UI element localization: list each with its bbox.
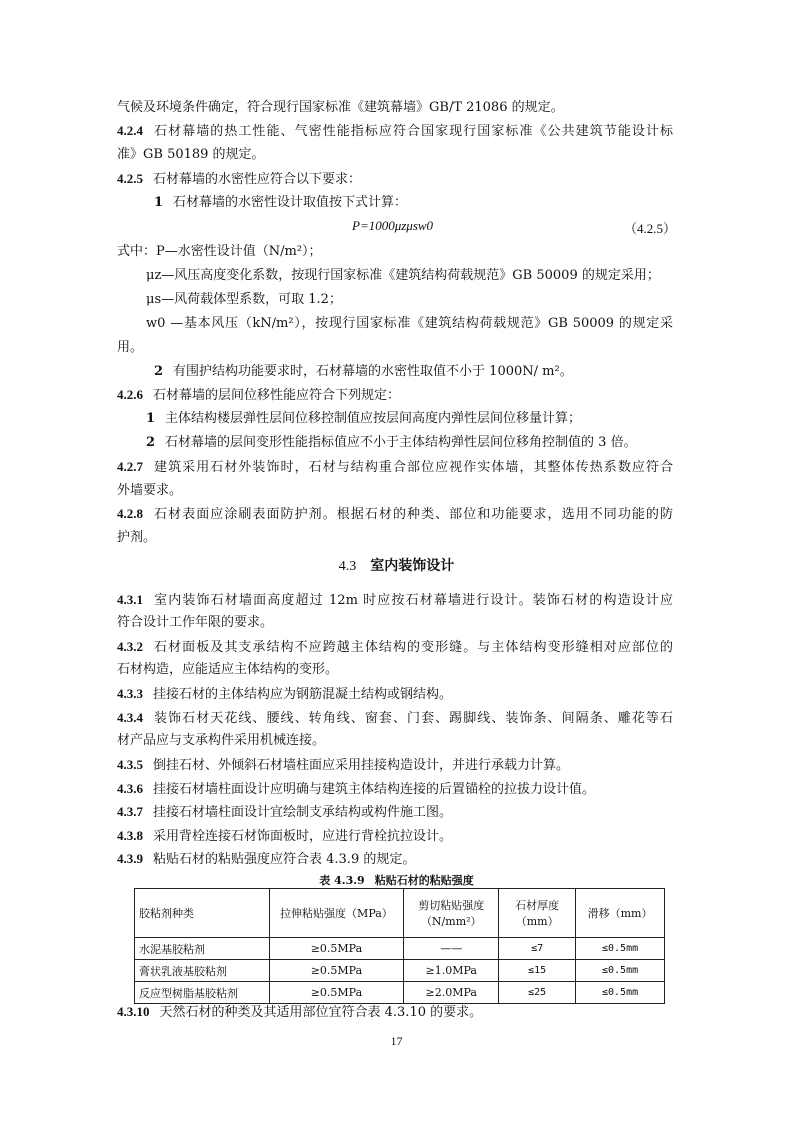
clause-4-3-3 bbox=[117, 684, 452, 705]
clause-number: 4.3.5 bbox=[117, 757, 143, 772]
item-number: 2 bbox=[146, 435, 156, 450]
clause-number: 4.3.7 bbox=[117, 804, 143, 819]
clause-text: 天然石材的种类及其适用部位宜符合表 4.3.10 的要求。 bbox=[159, 1005, 483, 1020]
clause-4-3-1 bbox=[117, 590, 673, 611]
text-line: 石材构造，应能适应主体结构的变形。 bbox=[117, 662, 339, 677]
clause-text: 挂接石材墙柱面设计应明确与建筑主体结构连接的后置锚栓的拉拔力设计值。 bbox=[153, 782, 596, 797]
clause-number: 4.2.4 bbox=[117, 123, 143, 138]
section-title: 室内装饰设计 bbox=[370, 558, 455, 574]
formula: P=1000μzμsw0 bbox=[352, 218, 434, 233]
item-text: 有围护结构功能要求时，石材幕墙的水密性取值不小于 1000N/ m²。 bbox=[173, 364, 573, 379]
item-1 bbox=[154, 193, 407, 213]
clause-text: 倒挂石材、外倾斜石材墙柱面应采用挂接构造设计，并进行承载力计算。 bbox=[153, 758, 570, 773]
clause-number: 4.3.8 bbox=[117, 828, 143, 843]
clause-text: 石材幕墙的层间位移性能应符合下列规定： bbox=[153, 388, 401, 403]
text-line: 材产品应与支承构件采用机械连接。 bbox=[117, 733, 326, 748]
clause-4-3-4 bbox=[117, 708, 673, 729]
table-cell: ≥2.0MPa bbox=[404, 982, 499, 1004]
table-number: 表 4.3.9 bbox=[319, 874, 365, 887]
text-line: 用。 bbox=[117, 340, 144, 355]
clause-4-3-10 bbox=[117, 1002, 482, 1023]
item-number: 1 bbox=[146, 411, 156, 426]
clause-text: 石材表面应涂刷表面防护剂。根据石材的种类、部位和功能要求，选用不同功能的防 bbox=[153, 507, 673, 522]
table-cell: ≥0.5MPa bbox=[269, 960, 404, 982]
formula-number: （4.2.5） bbox=[623, 221, 676, 236]
clause-text: 石材幕墙的水密性应符合以下要求： bbox=[153, 172, 362, 187]
item-number: 2 bbox=[154, 364, 164, 379]
clause-4-2-7 bbox=[117, 457, 673, 478]
item-text: 石材幕墙的层间变形性能指标值应不小于主体结构弹性层间位移角控制值的 3 倍。 bbox=[165, 435, 637, 450]
clause-text: 石材面板及其支承结构不应跨越主体结构的变形缝。与主体结构变形缝相对应部位的 bbox=[153, 640, 673, 655]
clause-4-2-5 bbox=[117, 169, 361, 190]
table-cell: ≤0.5mm bbox=[576, 960, 665, 982]
column-header: 剪切粘贴强度（N/mm²） bbox=[404, 889, 499, 938]
text-line: 准》GB 50189 的规定。 bbox=[117, 147, 265, 162]
clause-text: 采用背栓连接石材饰面板时，应进行背栓抗拉设计。 bbox=[153, 829, 453, 844]
clause-number: 4.3.3 bbox=[117, 686, 143, 701]
column-header: 胶粘剂种类 bbox=[135, 889, 270, 938]
table-header-row bbox=[135, 889, 665, 938]
table-cell: ≤0.5mm bbox=[576, 938, 665, 960]
column-header: 石材厚度（mm） bbox=[499, 889, 576, 938]
table-title: 粘贴石材的粘贴强度 bbox=[374, 874, 474, 887]
clause-text: 石材幕墙的热工性能、气密性能指标应符合国家现行国家标准《公共建筑节能设计标 bbox=[153, 124, 673, 139]
clause-number: 4.3.2 bbox=[117, 639, 143, 654]
text-line: 护剂。 bbox=[117, 530, 157, 545]
clause-4-3-6 bbox=[117, 779, 595, 800]
table-cell: ≤0.5mm bbox=[576, 982, 665, 1004]
table-cell: —— bbox=[404, 938, 499, 960]
item-text: 主体结构楼层弹性层间位移控制值应按层间高度内弹性层间位移量计算； bbox=[165, 411, 582, 426]
table-cell: ≤15 bbox=[499, 960, 576, 982]
section-number: 4.3 bbox=[338, 559, 357, 574]
table-cell: ≥0.5MPa bbox=[269, 938, 404, 960]
page-number: 17 bbox=[390, 1034, 403, 1048]
clause-number: 4.3.6 bbox=[117, 781, 143, 796]
clause-text: 建筑采用石材外装饰时，石材与结构重合部位应视作实体墙，其整体传热系数应符合 bbox=[153, 460, 673, 475]
clause-text: 挂接石材墙柱面设计宜绘制支承结构或构件施工图。 bbox=[153, 805, 453, 820]
table-cell: ≥0.5MPa bbox=[269, 982, 404, 1004]
clause-4-2-4 bbox=[117, 121, 673, 142]
table-row bbox=[135, 938, 665, 960]
clause-number: 4.2.6 bbox=[117, 387, 143, 402]
clause-text: 装饰石材天花线、腰线、转角线、窗套、门套、踢脚线、装饰条、间隔条、雕花等石 bbox=[153, 711, 673, 726]
column-header: 拉伸粘贴强度（MPa） bbox=[269, 889, 404, 938]
clause-4-3-9 bbox=[117, 849, 415, 870]
column-header: 滑移（mm） bbox=[576, 889, 665, 938]
clause-number: 4.3.9 bbox=[117, 851, 143, 866]
table-row bbox=[135, 960, 665, 982]
text-line: 外墙要求。 bbox=[117, 483, 183, 498]
clause-text: 粘贴石材的粘贴强度应符合表 4.3.9 的规定。 bbox=[153, 852, 416, 867]
table-cell: 反应型树脂基胶粘剂 bbox=[135, 982, 270, 1004]
table-cell: ≤25 bbox=[499, 982, 576, 1004]
clause-4-3-8 bbox=[117, 826, 452, 847]
table-cell: ≤7 bbox=[499, 938, 576, 960]
item-text: 石材幕墙的水密性设计取值按下式计算： bbox=[173, 195, 408, 210]
table-cell: ≥1.0MPa bbox=[404, 960, 499, 982]
bond-strength-table bbox=[134, 888, 665, 1004]
clause-4-3-2 bbox=[117, 637, 673, 658]
clause-number: 4.2.8 bbox=[117, 506, 143, 521]
item-1 bbox=[146, 409, 581, 429]
item-number: 1 bbox=[154, 195, 164, 210]
where-p: 式中：P—水密性设计值（N/m²）； bbox=[117, 244, 322, 259]
clause-number: 4.3.1 bbox=[117, 592, 143, 607]
item-2 bbox=[154, 362, 573, 382]
clause-text: 室内装饰石材墙面高度超过 12m 时应按石材幕墙进行设计。装饰石材的构造设计应 bbox=[153, 593, 673, 608]
clause-number: 4.2.7 bbox=[117, 459, 143, 474]
item-2 bbox=[146, 433, 637, 453]
clause-number: 4.3.4 bbox=[117, 710, 143, 725]
table-caption bbox=[0, 872, 793, 888]
clause-text: 挂接石材的主体结构应为钢筋混凝土结构或钢结构。 bbox=[153, 687, 453, 702]
text-line: 气候及环境条件确定，符合现行国家标准《建筑幕墙》GB/T 21086 的规定。 bbox=[117, 100, 564, 115]
clause-4-3-7 bbox=[117, 802, 452, 823]
text-line: 符合设计工作年限的要求。 bbox=[117, 615, 274, 630]
where-w0: w0 —基本风压（kN/m²），按现行国家标准《建筑结构荷载规范》GB 50009 的规定采 bbox=[146, 316, 673, 331]
where-mu-z: μz—风压高度变化系数，按现行国家标准《建筑结构荷载规范》GB 50009 的规定采用； bbox=[146, 268, 660, 283]
table-cell: 水泥基胶粘剂 bbox=[135, 938, 270, 960]
section-heading bbox=[0, 555, 793, 575]
table-cell: 膏状乳液基胶粘剂 bbox=[135, 960, 270, 982]
clause-4-2-8 bbox=[117, 504, 673, 525]
clause-number: 4.2.5 bbox=[117, 171, 143, 186]
clause-number: 4.3.10 bbox=[117, 1004, 150, 1019]
clause-4-2-6 bbox=[117, 385, 400, 406]
table-row bbox=[135, 982, 665, 1004]
clause-4-3-5 bbox=[117, 755, 569, 776]
where-mu-s: μs—风荷载体型系数，可取 1.2； bbox=[146, 292, 342, 307]
